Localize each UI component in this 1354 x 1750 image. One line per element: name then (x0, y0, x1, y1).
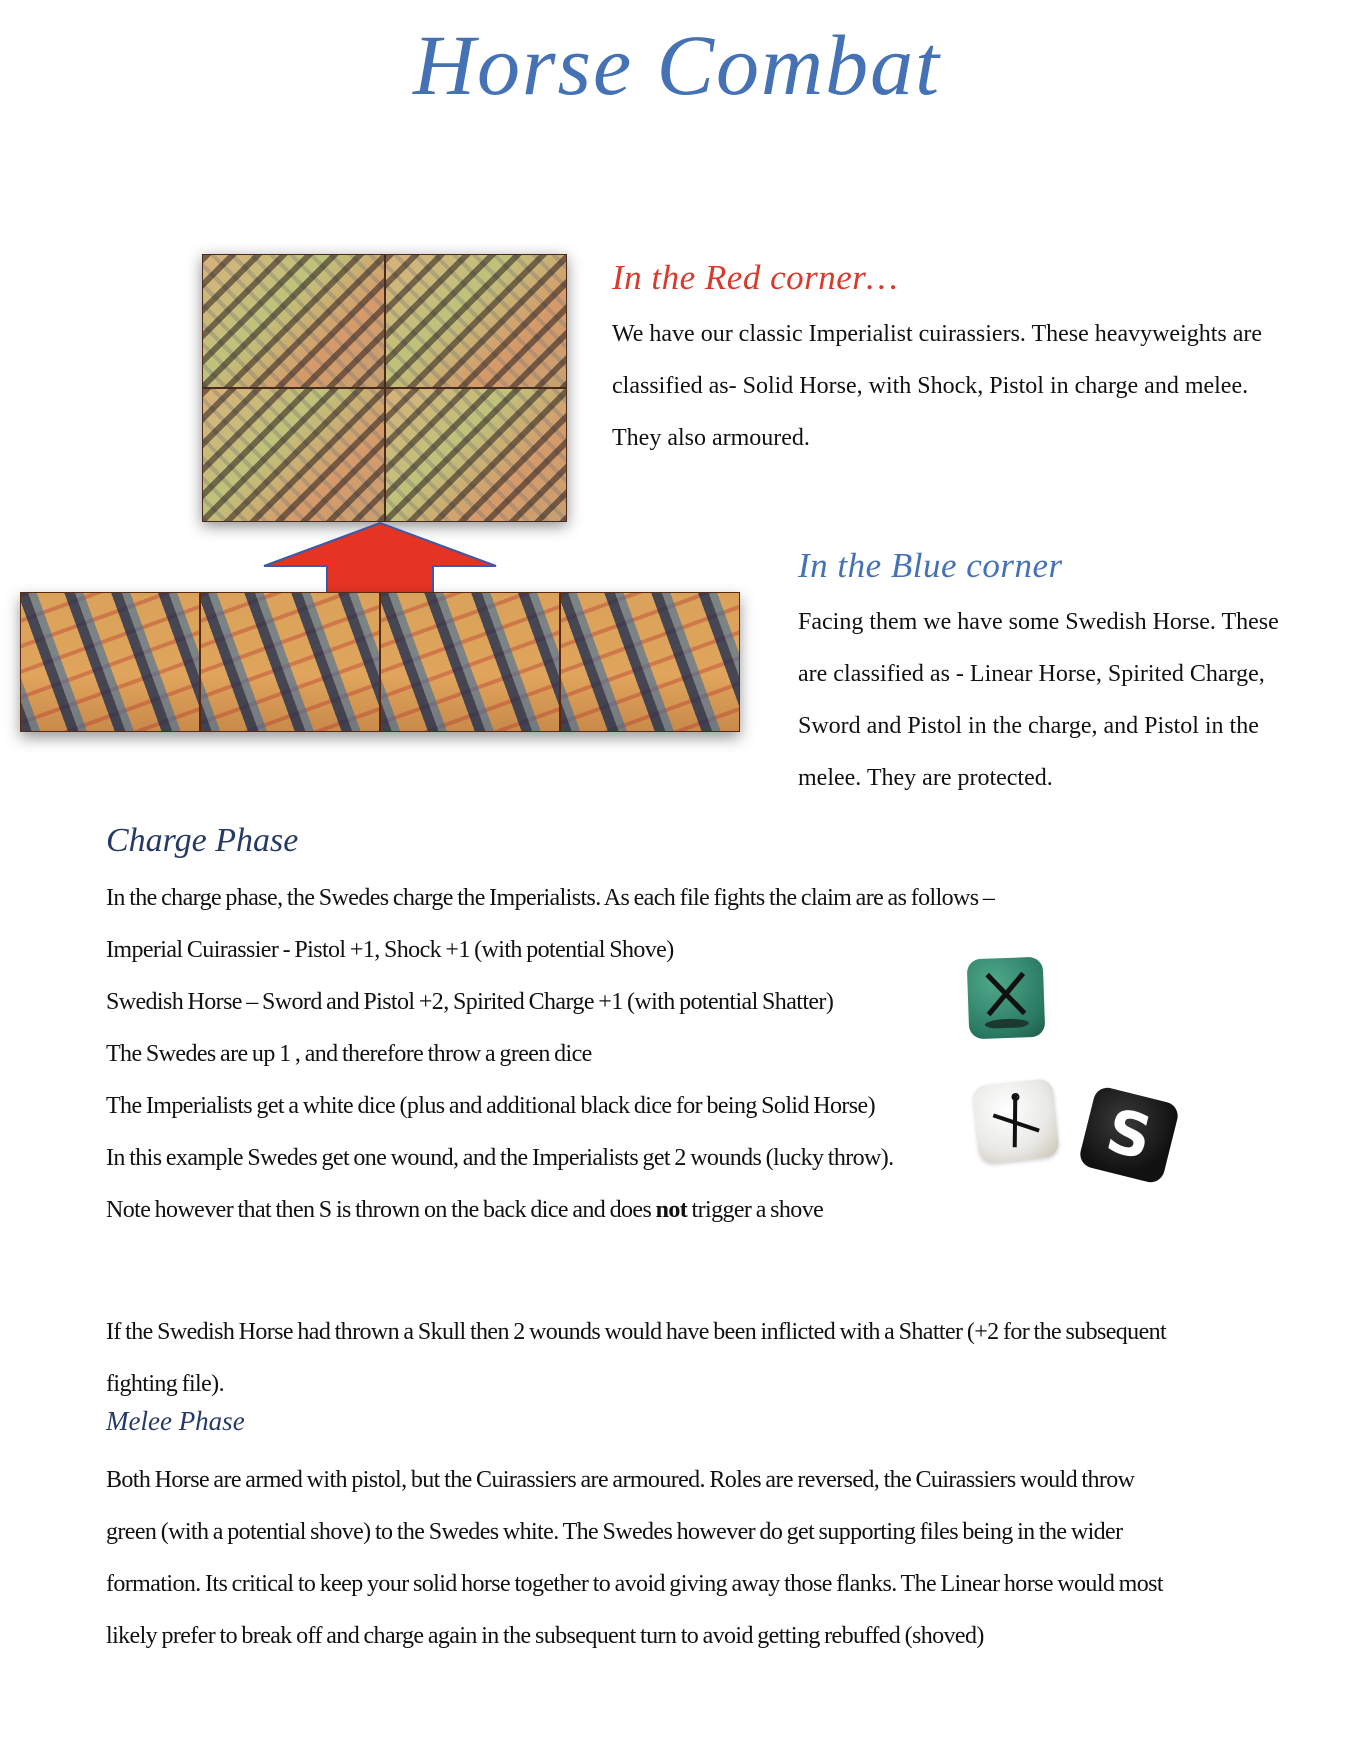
swedish-horse-base (380, 592, 560, 732)
red-corner-heading: In the Red corner… (612, 258, 899, 297)
cuirassier-base (202, 388, 385, 522)
text-line: In the charge phase, the Swedes charge the Imperialists. As each file fights the claim are as follows – (106, 885, 995, 911)
page-title: Horse Combat (412, 17, 942, 113)
text-line: are classified as - Linear Horse, Spirited Charge, (798, 661, 1265, 687)
melee-phase-heading: Melee Phase (106, 1406, 245, 1436)
text-line: fighting file). (106, 1371, 224, 1397)
note-text: trigger a shove (687, 1197, 824, 1223)
text-line: Facing them we have some Swedish Horse. These (798, 609, 1279, 635)
swedish-horse-base (20, 592, 200, 732)
melee-phase-text (106, 1454, 1163, 1662)
text-line: Imperial Cuirassier - Pistol +1, Shock +1 (with potential Shove) (106, 937, 674, 963)
skull-note-text (106, 1306, 1166, 1410)
text-line: likely prefer to break off and charge again in the subsequent turn to avoid getting rebuffed (shoved) (106, 1623, 984, 1649)
charge-arrow-icon (262, 522, 498, 594)
white-die-sword-pistol-icon (972, 1078, 1060, 1164)
text-line: Sword and Pistol in the charge, and Pistol in the (798, 713, 1259, 739)
text-line: classified as- Solid Horse, with Shock, Pistol in charge and melee. (612, 373, 1249, 399)
text-line: formation. Its critical to keep your solid horse together to avoid giving away those flanks. The Linear horse would most (106, 1571, 1163, 1597)
text-line: The Swedes are up 1 , and therefore throw a green dice (106, 1041, 592, 1067)
swedish-horse-base (200, 592, 380, 732)
text-line: They also armoured. (612, 425, 810, 451)
cuirassier-base (385, 254, 568, 388)
note-text: Note however that then S is thrown on the back dice and does (106, 1197, 656, 1223)
cuirassier-base (385, 388, 568, 522)
blue-corner-text (798, 596, 1279, 804)
imperialist-cuirassier-unit-image (202, 254, 567, 522)
text-line: green (with a potential shove) to the Swedes white. The Swedes however do get supporting files being in the wider (106, 1519, 1123, 1545)
charge-phase-text (106, 872, 994, 1236)
red-corner-text (612, 308, 1262, 464)
swedish-horse-base (560, 592, 740, 732)
text-line: In this example Swedes get one wound, and the Imperialists get 2 wounds (lucky throw). (106, 1145, 894, 1171)
cuirassier-base (202, 254, 385, 388)
green-die-crossed-swords-icon (967, 957, 1046, 1040)
note-emphasis: not (655, 1197, 688, 1223)
text-line: melee. They are protected. (798, 765, 1053, 791)
swedish-horse-unit-image (20, 592, 740, 732)
shove-note-line (106, 1184, 994, 1236)
text-line: If the Swedish Horse had thrown a Skull then 2 wounds would have been inflicted with a Shatter (+2 for the subsequent (106, 1319, 1167, 1345)
text-line: Both Horse are armed with pistol, but the Cuirassiers are armoured. Roles are reversed, the Cuirassiers would throw (106, 1467, 1135, 1493)
text-line: We have our classic Imperialist cuirassiers. These heavyweights are (612, 321, 1263, 347)
black-die-s-icon: S (1077, 1085, 1180, 1185)
text-line: The Imperialists get a white dice (plus and additional black dice for being Solid Horse) (106, 1093, 875, 1119)
charge-phase-heading: Charge Phase (106, 822, 299, 859)
blue-corner-heading: In the Blue corner (798, 546, 1063, 585)
text-line: Swedish Horse – Sword and Pistol +2, Spirited Charge +1 (with potential Shatter) (106, 989, 834, 1015)
